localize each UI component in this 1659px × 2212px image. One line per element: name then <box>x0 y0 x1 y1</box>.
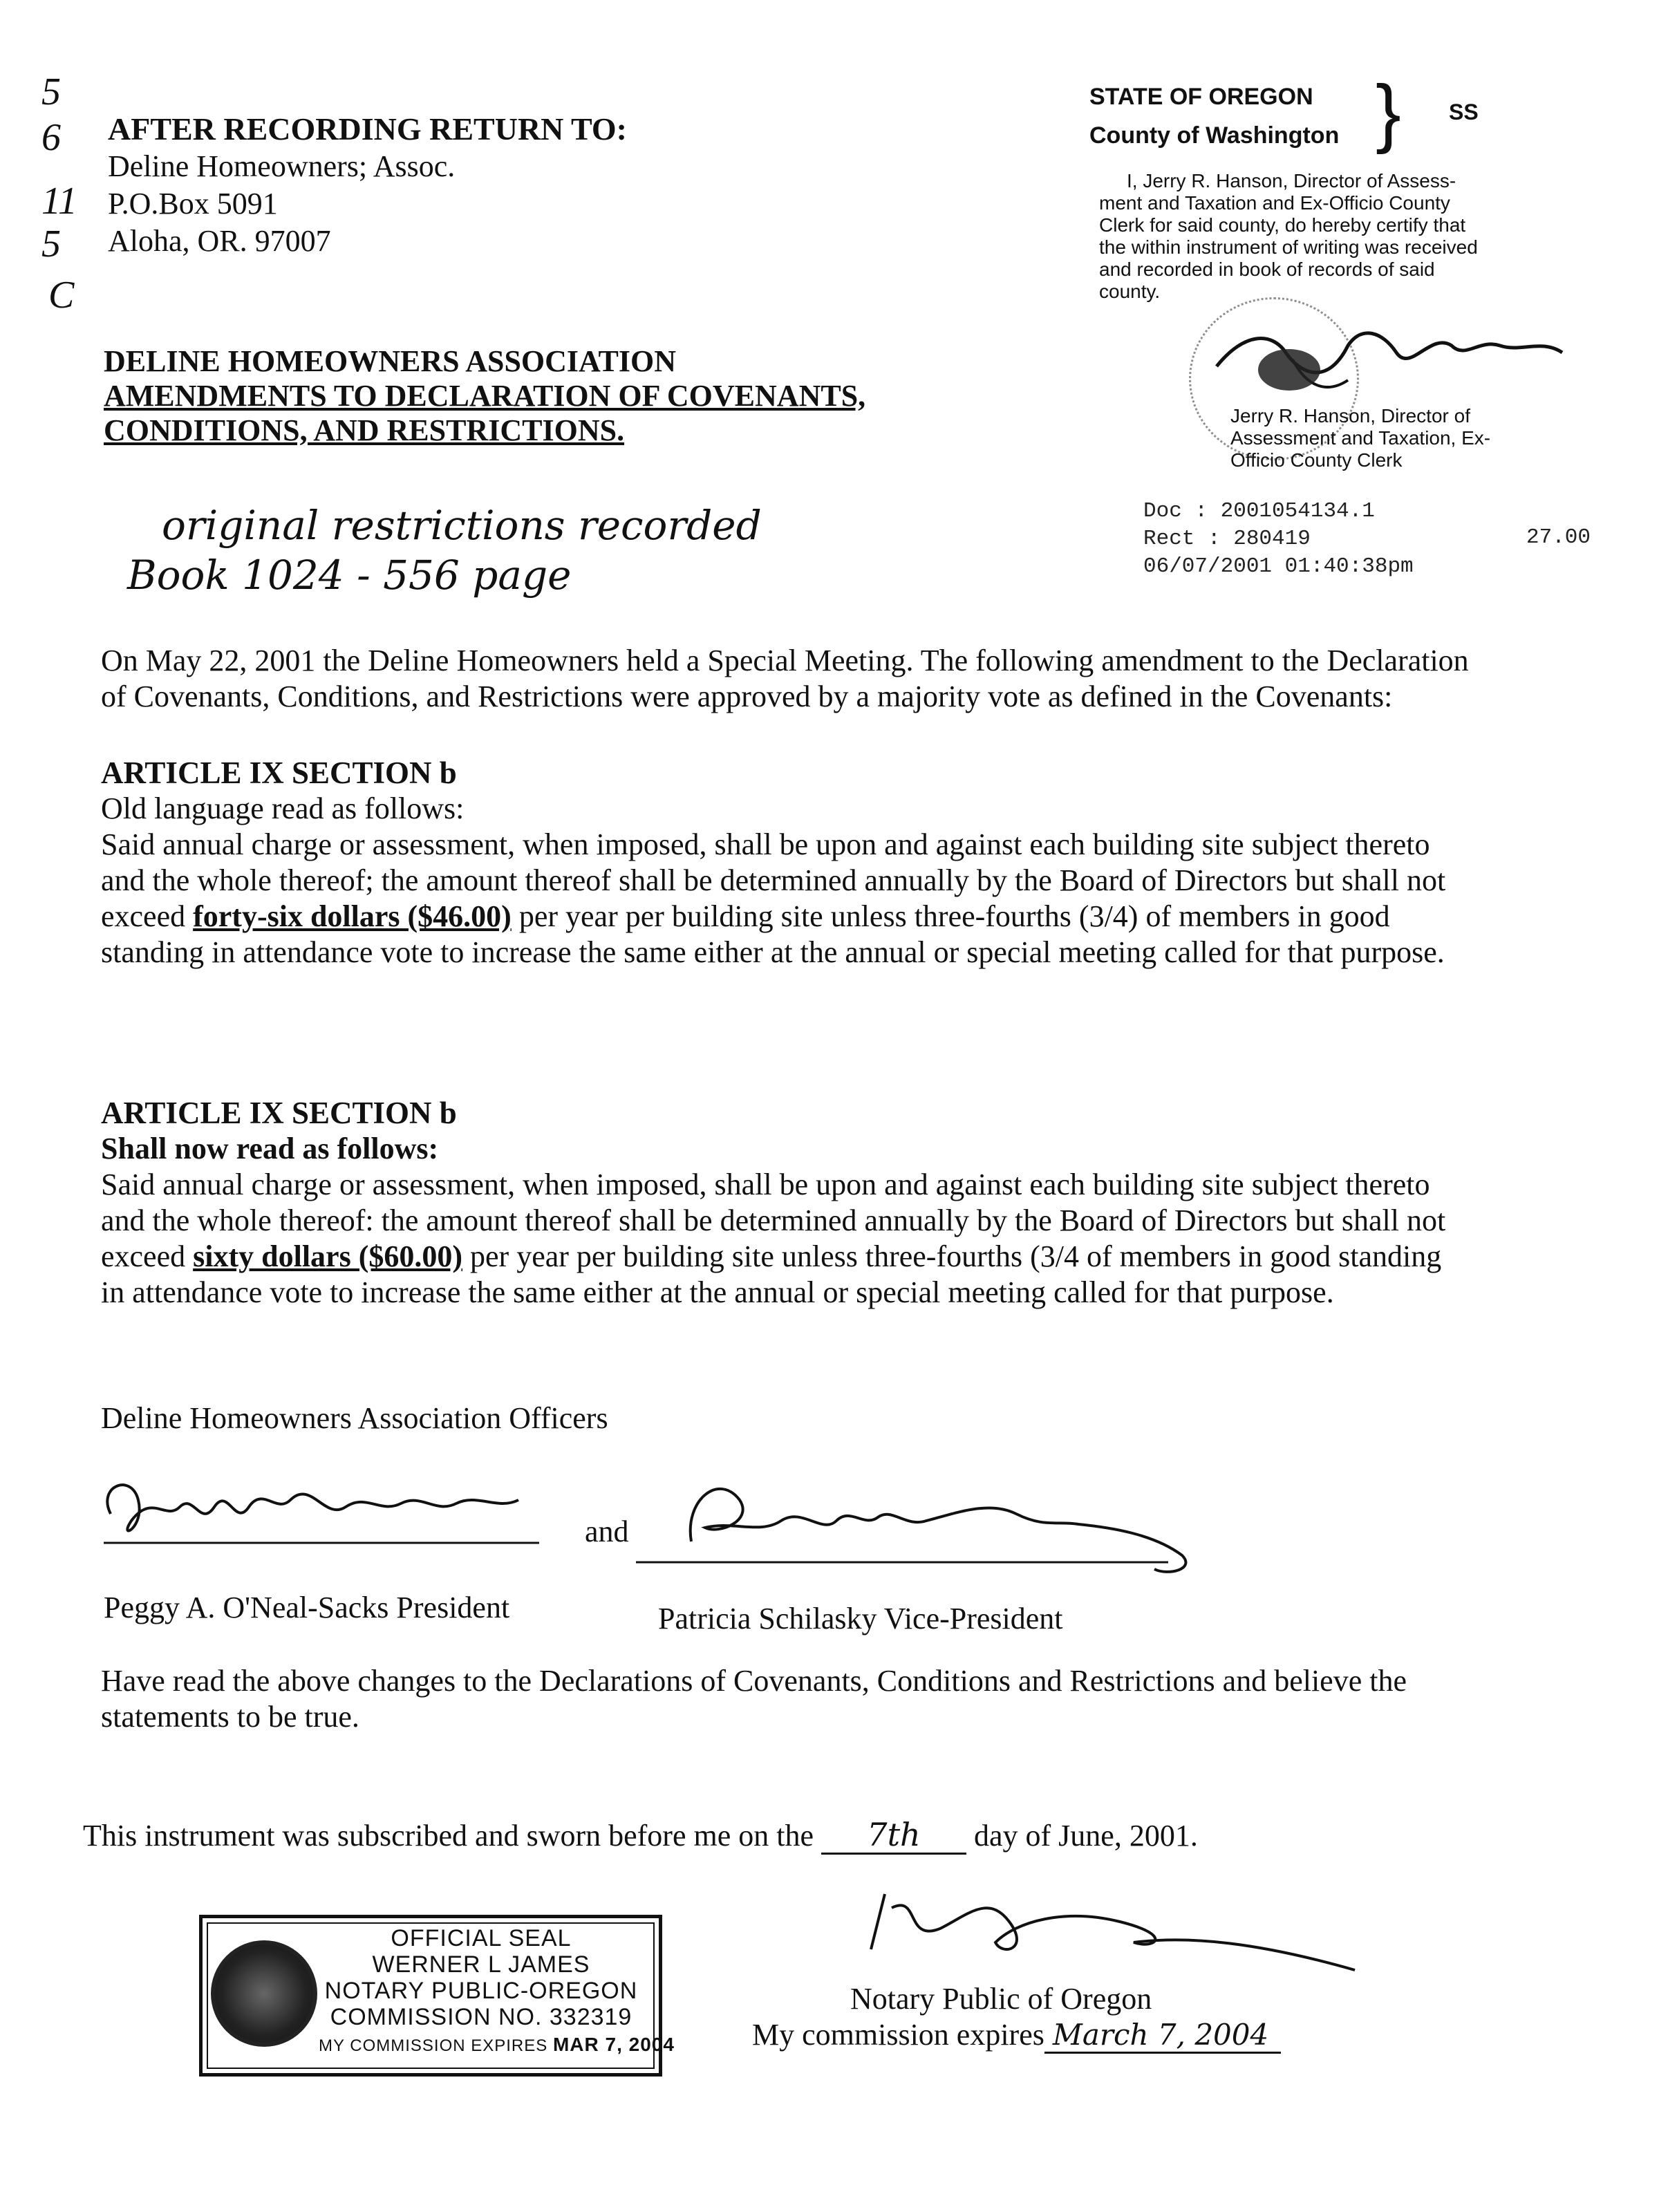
text-span: This instrument was subscribed and sworn before me on the <box>83 1819 821 1853</box>
text-span: per year per building site unless three-fourths (3/4 of members in good standing <box>462 1239 1442 1273</box>
new-amount: sixty dollars ($60.00) <box>193 1239 463 1273</box>
paragraph-line: of Covenants, Conditions, and Restrictions were approved by a majority vote as defined in the Covenants: <box>101 679 1393 713</box>
stamp-line: WERNER L JAMES <box>372 1951 590 1978</box>
clerk-signature <box>1189 304 1576 408</box>
vice-president-signature <box>629 1459 1224 1624</box>
old-amount: forty-six dollars ($46.00) <box>193 899 512 933</box>
section-heading: ARTICLE IX SECTION b <box>101 756 457 790</box>
officer-line: Assessment and Taxation, Ex- <box>1230 427 1491 449</box>
section-subheading: Old language read as follows: <box>101 791 465 825</box>
paragraph-line: and the whole thereof; the amount thereof shall be determined annually by the Board of Directors but shall not <box>101 863 1446 897</box>
paragraph-line: On May 22, 2001 the Deline Homeowners held a Special Meeting. The following amendment to the Declaration <box>101 644 1469 677</box>
document-title <box>104 344 865 448</box>
return-address-block <box>108 111 627 260</box>
handwritten-line: original restrictions recorded <box>162 502 762 549</box>
stamp-line: COMMISSION NO. 332319 <box>330 2004 632 2030</box>
margin-number: 5 <box>41 223 61 265</box>
vice-president-name: Patricia Schilasky Vice-President <box>658 1602 1063 1635</box>
paragraph-line: Said annual charge or assessment, when imposed, shall be upon and against each building site subject thereto <box>101 827 1430 861</box>
paragraph-line: standing in attendance vote to increase the same either at the annual or special meeting called for that purpose. <box>101 935 1445 969</box>
notary-title: Notary Public of Oregon <box>850 1982 1152 2016</box>
section-heading: ARTICLE IX SECTION b <box>101 1096 457 1130</box>
recording-datetime: 06/07/2001 01:40:38pm <box>1143 554 1414 579</box>
recording-fee: 27.00 <box>1526 525 1591 550</box>
certificate-line: Clerk for said county, do hereby certify that <box>1099 214 1466 236</box>
receipt-number: Rect : 280419 <box>1143 527 1311 551</box>
return-address-header: AFTER RECORDING RETURN TO: <box>108 111 628 147</box>
return-address-line: P.O.Box 5091 <box>108 187 278 221</box>
notary-seal-stamp <box>199 1915 675 2077</box>
title-line: AMENDMENTS TO DECLARATION OF COVENANTS, <box>104 379 866 413</box>
certificate-line: and recorded in book of records of said <box>1099 259 1435 280</box>
attestation-paragraph <box>101 1663 1559 1735</box>
certificate-line: ment and Taxation and Ex-Officio County <box>1099 192 1450 214</box>
sworn-day: 7th <box>821 1817 966 1855</box>
text-span: exceed <box>101 1239 194 1273</box>
return-address-line: Deline Homeowners; Assoc. <box>108 149 456 183</box>
stamp-line <box>319 2030 675 2059</box>
old-section <box>101 755 1559 971</box>
recording-info <box>1143 498 1414 581</box>
commission-expiry <box>752 2017 1281 2054</box>
doc-number: Doc : 2001054134.1 <box>1143 499 1375 523</box>
officers-heading: Deline Homeowners Association Officers <box>101 1401 608 1435</box>
notary-signature <box>830 1866 1369 1977</box>
stamp-line: OFFICIAL SEAL <box>391 1925 572 1951</box>
president-signature <box>90 1465 546 1562</box>
bracket-glyph: } <box>1376 70 1401 155</box>
officer-line: Officio County Clerk <box>1230 449 1403 471</box>
clerk-officer-block <box>1230 405 1590 471</box>
text-span: exceed <box>101 899 194 933</box>
margin-number: 11 <box>41 180 77 223</box>
paragraph-line <box>101 1239 1559 1275</box>
certificate-line: I, Jerry R. Hanson, Director of Assess- <box>1127 170 1456 191</box>
expiry-value: March 7, 2004 <box>1044 2018 1281 2054</box>
state-seal-icon <box>211 1940 317 2047</box>
stamp-expiry-date: MAR 7, 2004 <box>552 2034 675 2055</box>
paragraph-line: Said annual charge or assessment, when imposed, shall be upon and against each building site subject thereto <box>101 1168 1430 1201</box>
stamp-text <box>319 1925 675 2059</box>
paragraph-line: Have read the above changes to the Declarations of Covenants, Conditions and Restrictions and believe the <box>101 1664 1407 1698</box>
stamp-expiry-label: MY COMMISSION EXPIRES <box>319 2036 553 2055</box>
return-address-line: Aloha, OR. 97007 <box>108 224 331 258</box>
paragraph-line <box>101 899 1559 935</box>
certificate-line: county. <box>1099 281 1161 302</box>
recording-certificate <box>1099 170 1590 303</box>
new-section <box>101 1095 1559 1311</box>
title-line: CONDITIONS, AND RESTRICTIONS. <box>104 413 625 447</box>
text-span: day of June, 2001. <box>966 1819 1198 1853</box>
and-word: and <box>585 1515 629 1548</box>
text-span: per year per building site unless three-fourths (3/4) of members in good <box>511 899 1390 933</box>
state-label: STATE OF OREGON <box>1089 84 1313 110</box>
expiry-label: My commission expires <box>752 2018 1044 2052</box>
stamp-line: NOTARY PUBLIC-OREGON <box>324 1978 638 2004</box>
handwritten-note <box>127 500 762 600</box>
title-line: DELINE HOMEOWNERS ASSOCIATION <box>104 344 677 378</box>
paragraph-line: and the whole thereof: the amount thereof shall be determined annually by the Board of Directors but shall not <box>101 1203 1446 1237</box>
paragraph-line: statements to be true. <box>101 1700 359 1734</box>
intro-paragraph <box>101 643 1559 715</box>
president-name: Peggy A. O'Neal-Sacks President <box>104 1591 510 1624</box>
sworn-statement <box>83 1817 1541 1855</box>
margin-number: 5 <box>41 71 61 113</box>
paragraph-line: in attendance vote to increase the same either at the annual or special meeting called for that purpose. <box>101 1275 1334 1309</box>
county-label: County of Washington <box>1089 122 1340 149</box>
certificate-line: the within instrument of writing was received <box>1099 236 1478 258</box>
officer-line: Jerry R. Hanson, Director of <box>1230 405 1470 427</box>
handwritten-line: Book 1024 - 556 page <box>127 552 572 599</box>
margin-letter: C <box>48 274 75 317</box>
ss-label: SS <box>1449 100 1479 124</box>
section-subheading: Shall now read as follows: <box>101 1132 439 1165</box>
margin-number: 6 <box>41 116 61 159</box>
recording-jurisdiction <box>1089 70 1601 155</box>
